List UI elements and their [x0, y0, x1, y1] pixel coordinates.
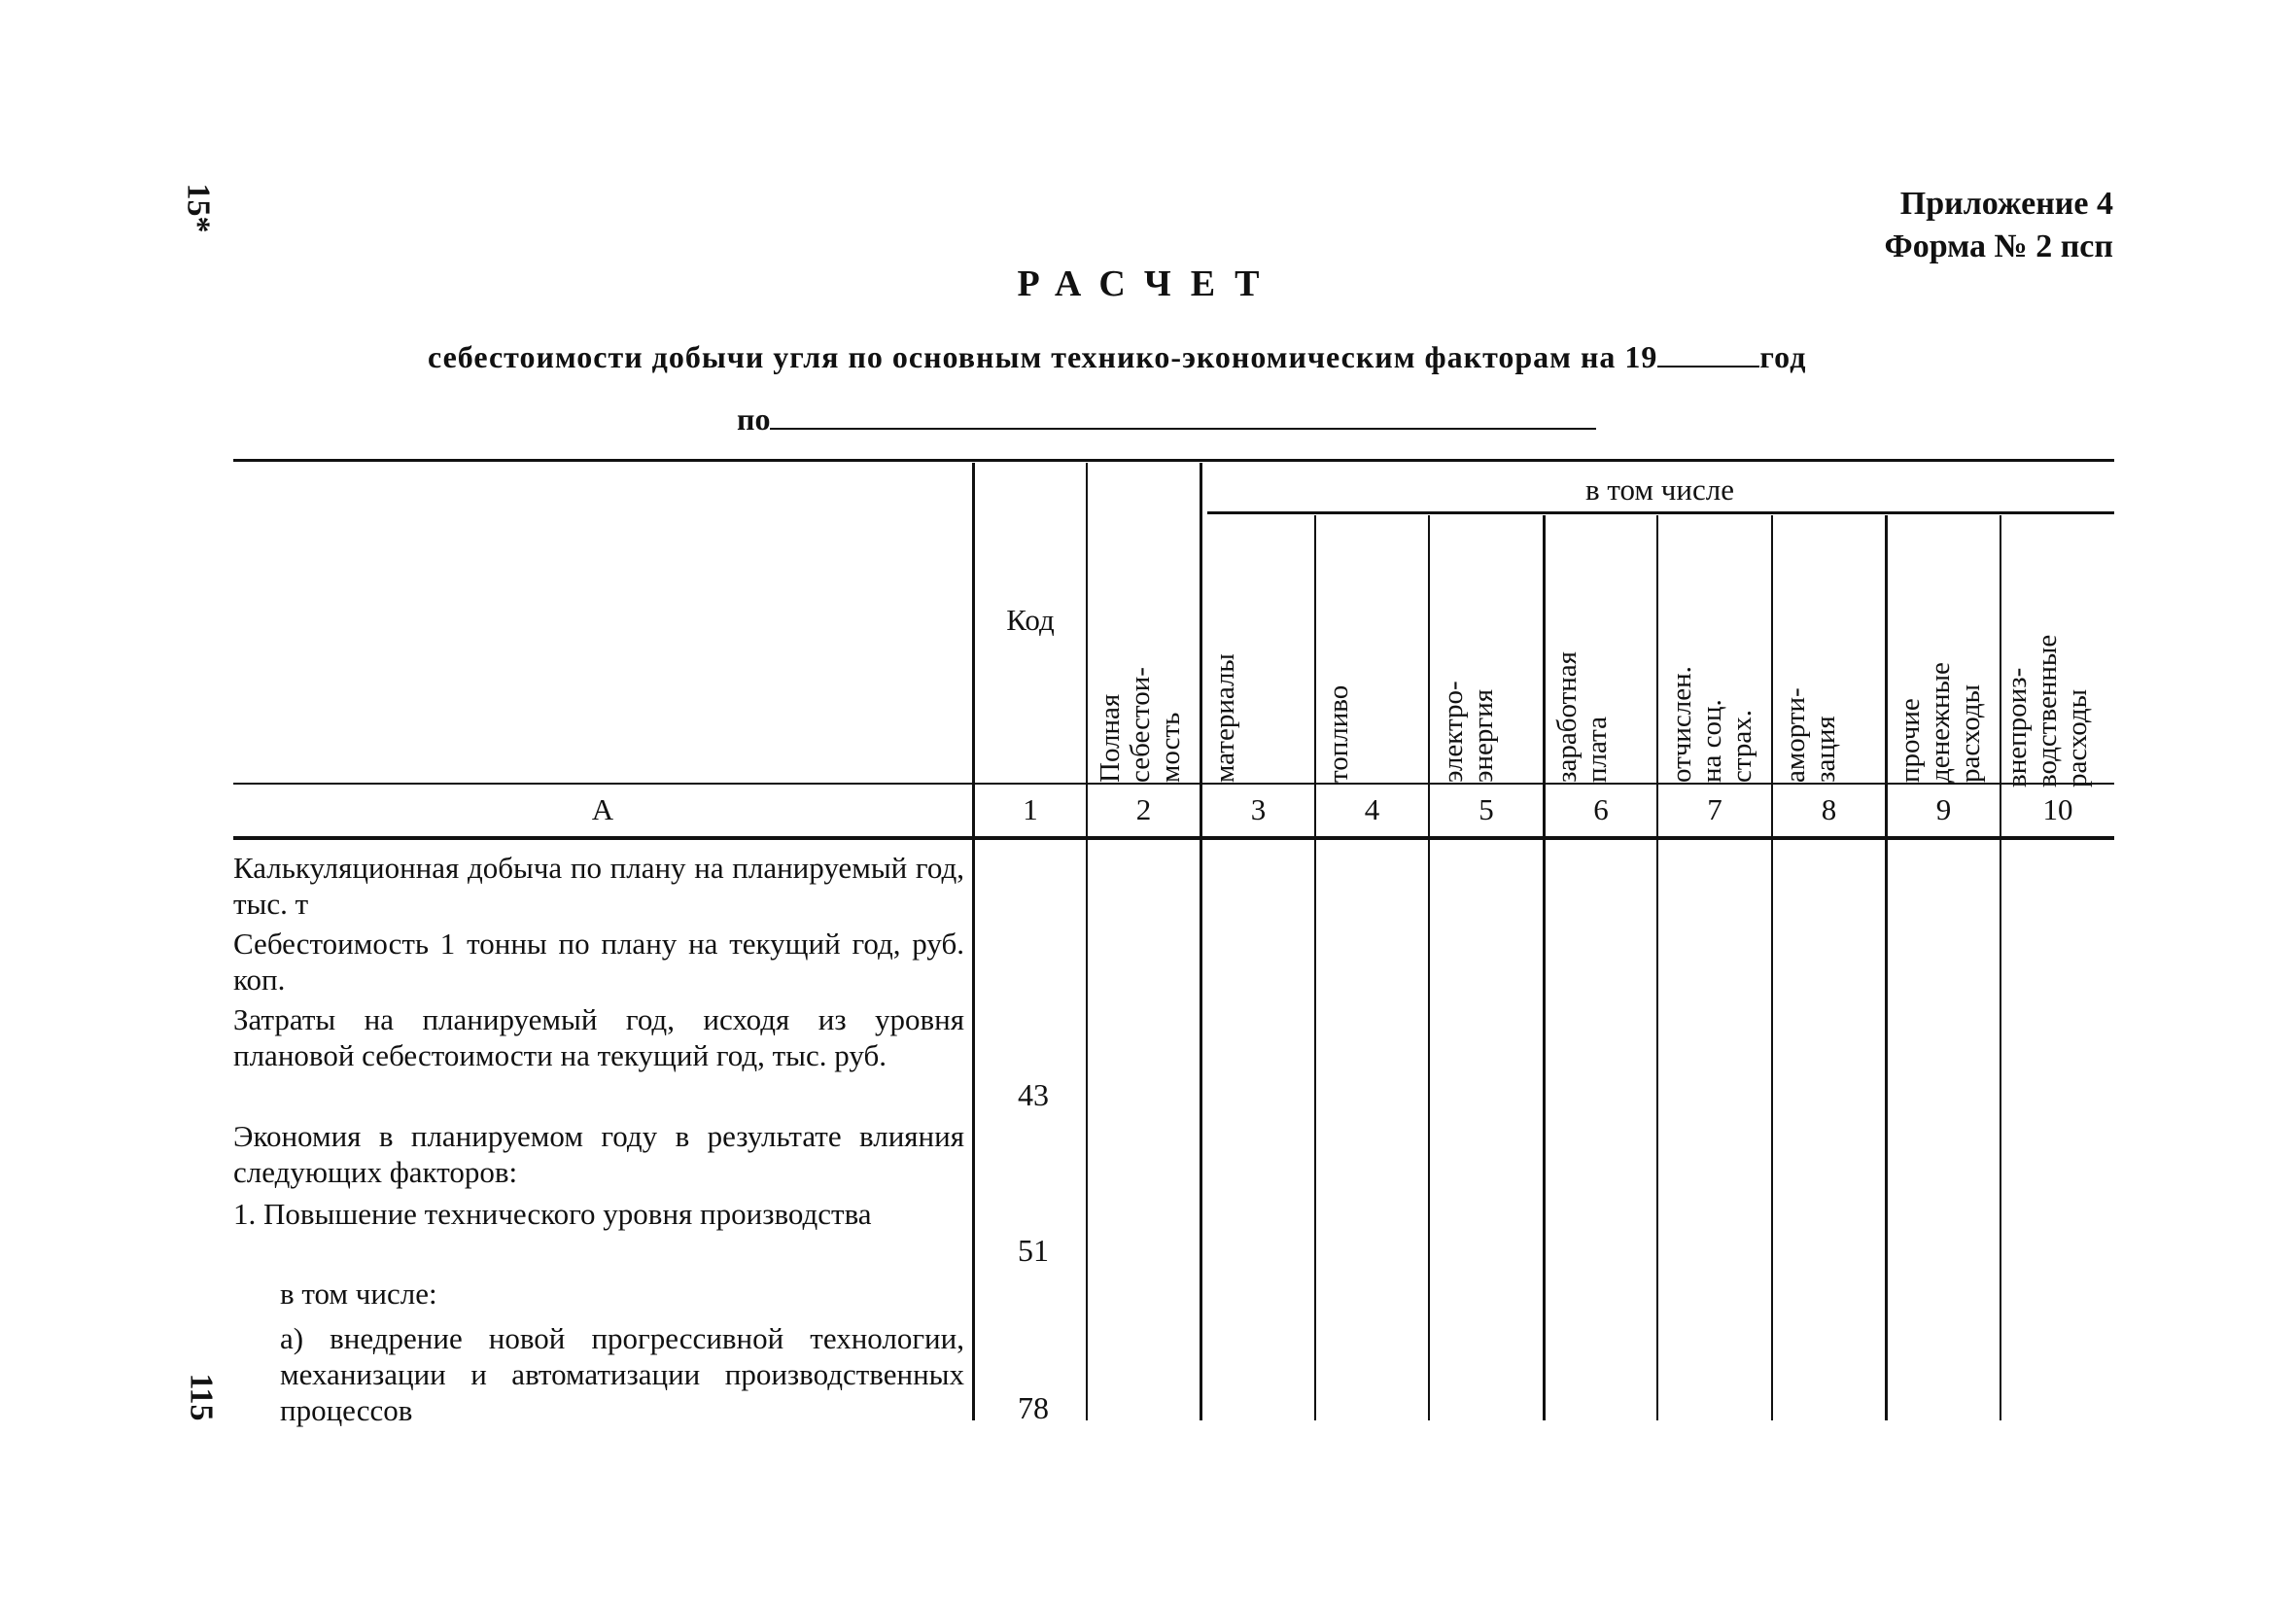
column-number: 9 — [1935, 792, 1952, 826]
column-number: 4 — [1364, 792, 1380, 826]
po-blank — [770, 399, 1596, 430]
column-header-wages: заработная плата — [1551, 651, 1613, 783]
column-header-non-production: внепроиз- водственные расходы — [2001, 634, 2093, 788]
table-top-rule — [233, 459, 2114, 462]
col-divider-8 — [1885, 515, 1888, 1420]
column-header-materials: материалы — [1209, 653, 1240, 783]
document-title: РАСЧЕТ — [1017, 263, 1279, 304]
appendix-label: Приложение 4 — [1899, 186, 2113, 222]
column-number: 6 — [1593, 792, 1609, 826]
column-header-other-expenses: прочие денежные расходы — [1895, 662, 1986, 783]
page-mark-top: 15* — [180, 183, 217, 233]
column-header-fuel: топливо — [1323, 684, 1354, 783]
table-row-label: в том числе: — [280, 1277, 437, 1311]
table-row-label: Затраты на планируемый год, исходя из уровня плановой себестоимости на текущий год, тыс. руб. — [233, 1002, 964, 1072]
column-header-social-insurance: отчислен. на соц. страх. — [1666, 666, 1757, 783]
column-number: 7 — [1707, 792, 1722, 826]
column-number: 10 — [2042, 792, 2073, 826]
column-number: 3 — [1250, 792, 1267, 826]
col-divider-2 — [1200, 463, 1202, 1420]
col-divider-5 — [1543, 515, 1546, 1420]
table-row-label: Экономия в планируемом году в результате влияния следующих факторов: — [233, 1119, 964, 1189]
page-number: 115 — [183, 1373, 220, 1421]
col-divider-6 — [1656, 515, 1658, 1420]
po-line — [737, 399, 1596, 438]
form-label: Форма № 2 псп — [1884, 228, 2113, 264]
column-header-full-cost: Полная себестои- мость — [1095, 667, 1186, 783]
column-number: 8 — [1821, 792, 1837, 826]
numbers-bottom-rule — [233, 836, 2114, 840]
table-row-code: 51 — [1018, 1233, 1049, 1268]
column-number: 2 — [1135, 792, 1152, 826]
group-header: в том числе — [1585, 472, 1734, 507]
col-divider-9 — [2000, 515, 2001, 1420]
column-header-depreciation: аморти- зация — [1780, 687, 1841, 783]
code-header: Код — [1006, 603, 1055, 637]
year-blank — [1657, 336, 1759, 368]
po-label: по — [737, 402, 771, 437]
document-subtitle — [428, 336, 1806, 375]
table-row-label: Себестоимость 1 тонны по плану на текущий год, руб. коп. — [233, 927, 964, 997]
table-row-code: 43 — [1018, 1077, 1049, 1112]
header-bottom-rule — [233, 783, 2114, 785]
column-number: 5 — [1478, 792, 1494, 826]
column-header-electricity: электро- энергия — [1438, 681, 1499, 783]
subtitle-text: себестоимости добычи угля по основным технико-экономическим факторам на 19 — [428, 339, 1658, 374]
col-divider-7 — [1771, 515, 1773, 1420]
subtitle-year-word: год — [1759, 339, 1807, 374]
col-divider-4 — [1428, 515, 1430, 1420]
table-row-label: Калькуляционная добыча по плану на планируемый год, тыс. т — [233, 851, 964, 921]
col-divider-3 — [1314, 515, 1316, 1420]
group-header-rule — [1207, 511, 2114, 514]
col-divider-1 — [1086, 463, 1088, 1420]
table-row-label: 1. Повышение технического уровня производства — [233, 1197, 872, 1231]
column-number-a: А — [591, 792, 614, 826]
table-row-code: 78 — [1018, 1390, 1049, 1425]
table-row-label: а) внедрение новой прогрессивной технологии, механизации и автоматизации производственных процессов — [280, 1321, 964, 1427]
column-number: 1 — [1023, 792, 1038, 826]
